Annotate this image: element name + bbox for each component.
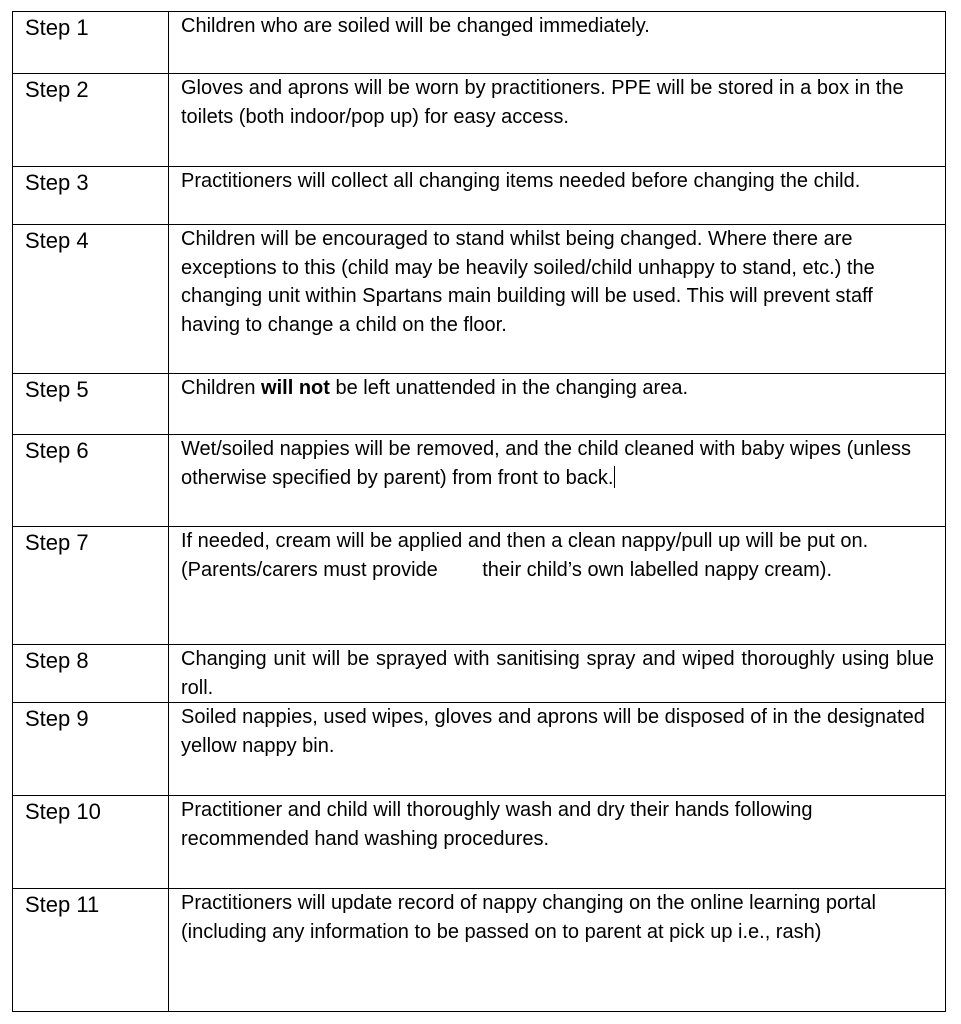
step-text: Children who are soiled will be changed immediately. <box>181 15 650 37</box>
step-text: Practitioners will collect all changing items needed before changing the child. <box>181 170 861 192</box>
step-text-cell <box>169 12 946 74</box>
step-text-cell <box>169 225 946 374</box>
step-text: Children will be encouraged to stand whilst being changed. Where there are exceptions to this (child may be heavily soiled/child unhappy to stand, etc.) the changing unit within Spartans main building will be used. This will prevent staff having to change a child on the floor. <box>181 228 875 336</box>
step-text-cell <box>169 74 946 167</box>
step-text <box>169 435 945 492</box>
step-text: Practitioner and child will thoroughly wash and dry their hands following recommended hand washing procedures. <box>181 799 813 850</box>
step-label: Step 2 <box>25 77 89 102</box>
table-row <box>13 527 946 645</box>
step-label-cell <box>13 796 169 889</box>
step-text-before: Children <box>181 377 262 399</box>
step-label: Step 1 <box>25 15 89 40</box>
table-row <box>13 225 946 374</box>
step-text: If needed, cream will be applied and then a clean nappy/pull up will be put on. (Parents/carers must provide their child’s own labelled nappy cream). <box>181 530 874 581</box>
step-label-cell <box>13 435 169 527</box>
step-label: Step 4 <box>25 228 89 253</box>
step-text-cell <box>169 889 946 1012</box>
table-row <box>13 703 946 796</box>
table-row <box>13 435 946 527</box>
step-text-cell <box>169 435 946 527</box>
table-row <box>13 374 946 435</box>
text-cursor <box>614 466 615 488</box>
step-text-cell <box>169 703 946 796</box>
step-text-cell <box>169 167 946 225</box>
step-text-cell <box>169 374 946 435</box>
step-label: Step 6 <box>25 438 89 463</box>
table-row <box>13 167 946 225</box>
table-row <box>13 796 946 889</box>
step-text-after: be left unattended in the changing area. <box>329 377 688 399</box>
step-text-cell <box>169 527 946 645</box>
step-label-cell <box>13 889 169 1012</box>
step-label: Step 11 <box>25 892 100 917</box>
step-label-cell <box>13 225 169 374</box>
step-label: Step 8 <box>25 648 89 673</box>
step-label: Step 3 <box>25 170 89 195</box>
step-text: Soiled nappies, used wipes, gloves and aprons will be disposed of in the designated yellow nappy bin. <box>181 706 925 757</box>
step-text-cell <box>169 796 946 889</box>
step-label: Step 9 <box>25 706 89 731</box>
step-label-cell <box>13 74 169 167</box>
step-label: Step 5 <box>25 377 89 402</box>
step-text <box>169 374 945 403</box>
step-label-cell <box>13 374 169 435</box>
table-row <box>13 889 946 1012</box>
step-text-content: Wet/soiled nappies will be removed, and the child cleaned with baby wipes (unless otherwise specified by parent) from front to back. <box>181 438 912 489</box>
step-text-cell <box>169 645 946 703</box>
step-label-cell <box>13 167 169 225</box>
step-text: Gloves and aprons will be worn by practitioners. PPE will be stored in a box in the toilets (both indoor/pop up) for easy access. <box>181 77 904 128</box>
table-row <box>13 645 946 703</box>
step-label-cell <box>13 645 169 703</box>
step-label-cell <box>13 527 169 645</box>
table-row <box>13 12 946 74</box>
steps-table <box>12 11 946 1012</box>
step-label: Step 10 <box>25 799 101 824</box>
table-row <box>13 74 946 167</box>
step-text: Practitioners will update record of nappy changing on the online learning portal (including any information to be passed on to parent at pick up i.e., rash) <box>181 892 876 943</box>
step-text: Changing unit will be sprayed with sanitising spray and wiped thoroughly using blue roll. <box>181 648 934 699</box>
step-label-cell <box>13 12 169 74</box>
step-label: Step 7 <box>25 530 89 555</box>
step-label-cell <box>13 703 169 796</box>
emphasis-text: will not <box>261 377 330 399</box>
